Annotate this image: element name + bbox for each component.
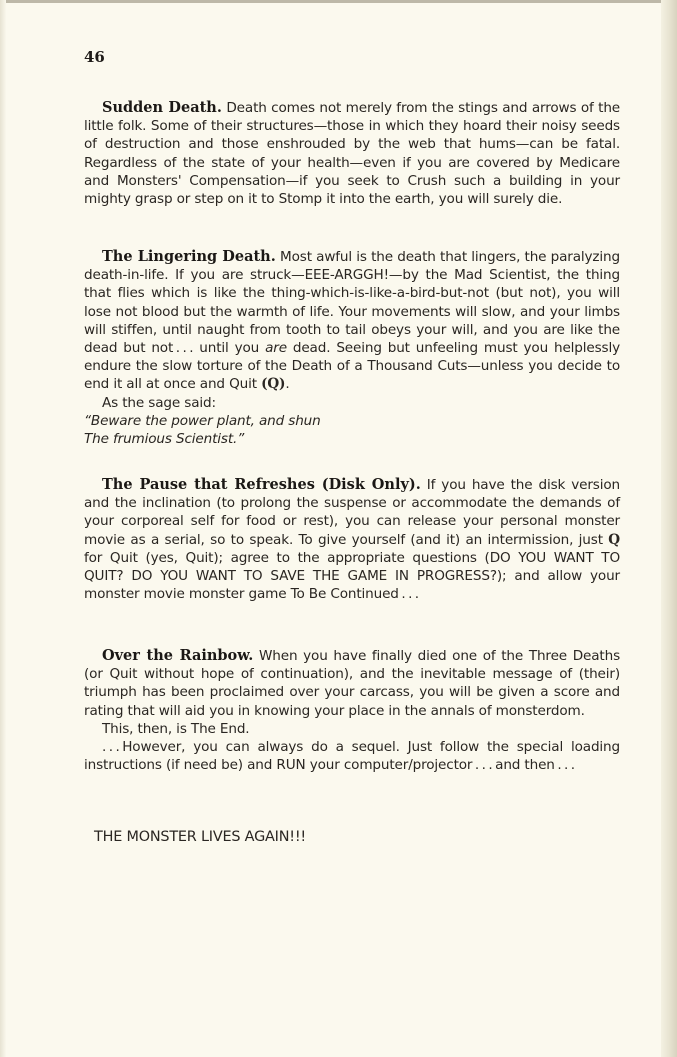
sage-intro: As the sage said: <box>102 394 216 411</box>
section-lingering-death <box>84 248 620 448</box>
paragraph <box>84 99 620 208</box>
section-body: dead. Seeing but unfeeling must you helplessly endure the slow torture of the Death of a Thousand Cuts—unless you decide to end it all at once and Quit <box>84 340 620 393</box>
page-edge-left <box>0 0 6 1057</box>
section-body: When you have finally died one of the Three Deaths (or Quit without hope of continuation), and the inevitable message of (their) triumph has been proclaimed over your carcass, you will be given a score and rating that will aid you in knowing your place in the annals of monsterdom. <box>84 648 621 719</box>
section-body: If you have the disk version and the inclination (to prolong the suspense or accommodate the demands of your corporeal self for food or rest), you can release your personal monster movie as a serial, so to speak. To give yourself (and it) an intermission, just <box>84 477 620 548</box>
section-body: for Quit (yes, Quit); agree to the appropriate questions (DO YOU WANT TO QUIT? DO YOU WANT TO SAVE THE GAME IN PROGRESS?); and allow your monster movie monster game To Be Continued . . . <box>84 549 620 603</box>
page-edge-top <box>0 0 677 3</box>
the-end-line: This, then, is The End. <box>102 720 250 737</box>
section-sudden-death <box>84 99 620 208</box>
emphasis-text: are <box>265 340 287 357</box>
verse-line: The frumious Scientist.” <box>84 431 245 448</box>
section-body: Death comes not merely from the stings and arrows of the little folk. Some of their structures—those in which they hoard their noisy seeds of destruction and those enshrouded by the web that hums—can be fatal. Regardless of the state of your health—even if you are covered by Medicare and Monsters' Compensation—if you seek to Crush such a building in your mighty grasp or step on it to Stomp it into the earth, you will surely die. <box>84 100 620 208</box>
page-number: 46 <box>84 48 105 66</box>
section-heading: Over the Rainbow. <box>102 647 254 664</box>
paragraph <box>84 248 620 394</box>
verse-line: “Beware the power plant, and shun <box>84 412 321 429</box>
section-over-the-rainbow <box>84 647 620 774</box>
key-label: Q <box>608 531 620 548</box>
section-heading: The Pause that Refreshes (Disk Only). <box>102 476 421 493</box>
paragraph <box>84 647 620 720</box>
section-heading: The Lingering Death. <box>102 248 276 265</box>
section-pause-that-refreshes <box>84 476 620 603</box>
section-body: . <box>285 376 290 393</box>
closing-line: THE MONSTER LIVES AGAIN!!! <box>94 829 306 845</box>
section-heading: Sudden Death. <box>102 99 222 116</box>
key-label: (Q) <box>261 376 286 393</box>
section-body: Most awful is the death that lingers, the paralyzing death-in-life. If you are struck—EEE-ARGGH!—by the Mad Scientist, the thing that flies which is like the thing-which-is-like-a-bird-but-not (but not), you will lose not blood but the warmth of life. Your movements will slow, and your limbs will stiffen, until naught from tooth to tail obeys your will, and you are like the dead but not . . . until you <box>84 249 620 357</box>
sequel-paragraph: . . . However, you can always do a sequel. Just follow the special loading instructions (if need be) and RUN your computer/projector . . . and then . . . <box>84 739 620 774</box>
paragraph <box>84 476 620 603</box>
page-edge-right <box>661 0 677 1057</box>
